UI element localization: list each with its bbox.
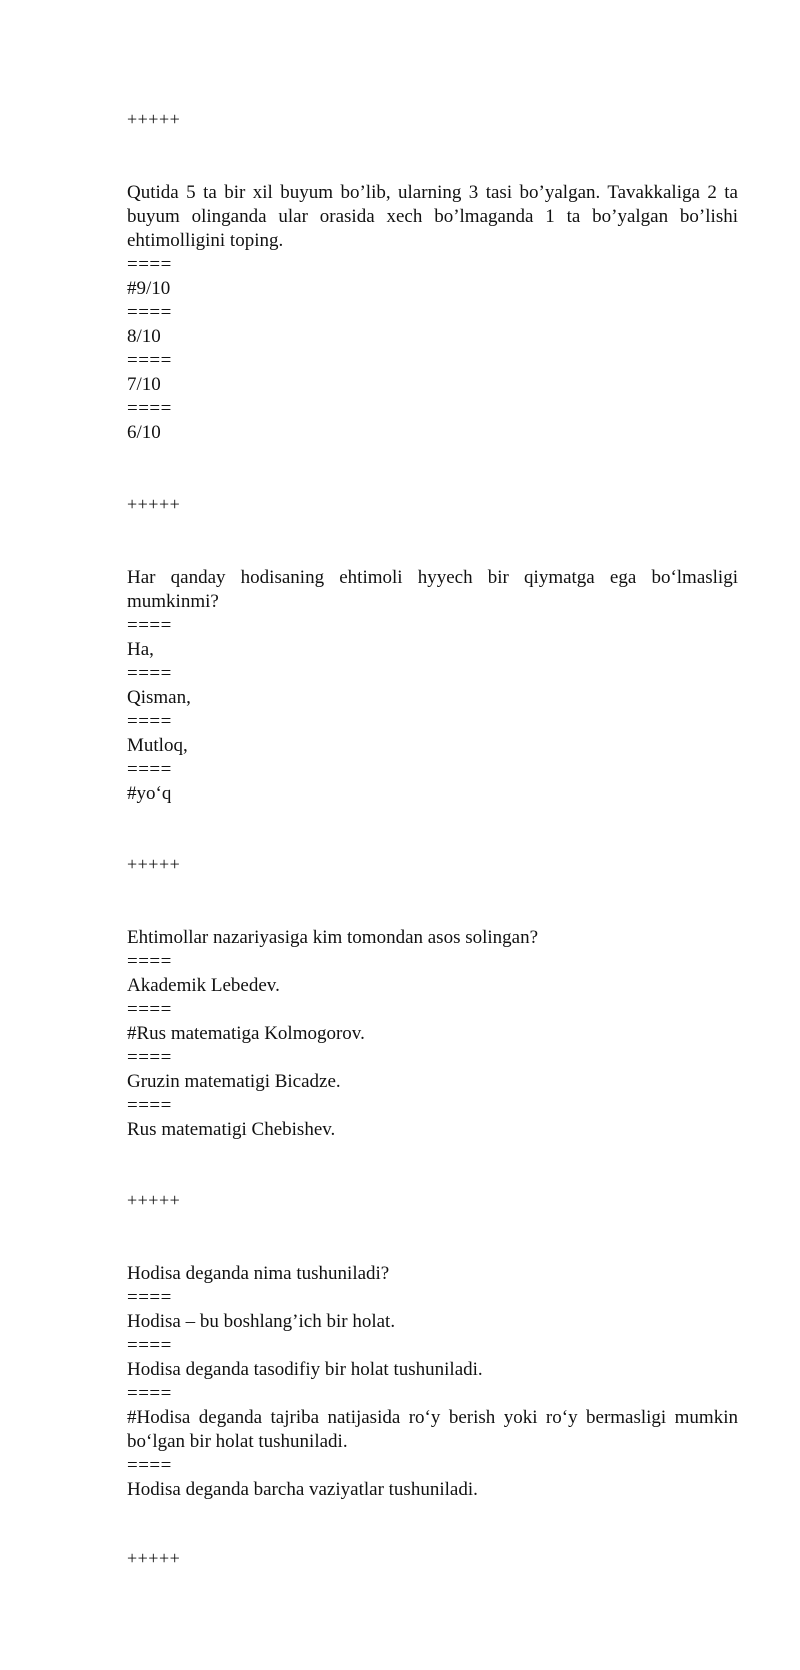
option-divider: ==== (127, 663, 172, 684)
option-divider: ==== (127, 350, 172, 371)
question-separator: +++++ (127, 109, 181, 129)
answer-option: #Hodisa deganda tajriba natijasida ro‘y berish yoki ro‘y bermasligi mumkin bo‘lgan bir holat tushuniladi. (127, 1407, 738, 1452)
answer-option: Qisman, (127, 687, 191, 708)
question-block-2 (127, 566, 738, 806)
option-divider: ==== (127, 1095, 172, 1116)
answer-option: #9/10 (127, 278, 171, 299)
option-divider: ==== (127, 615, 172, 636)
option-divider: ==== (127, 302, 172, 323)
option-divider: ==== (127, 711, 172, 732)
question-separator: +++++ (127, 1190, 181, 1210)
question-separator: +++++ (127, 854, 181, 874)
answer-option: Hodisa – bu boshlang’ich bir holat. (127, 1311, 396, 1332)
option-divider: ==== (127, 1455, 172, 1476)
question-block-1 (127, 181, 738, 445)
answer-option: Mutloq, (127, 735, 188, 756)
question-block-3 (127, 926, 738, 1142)
option-divider: ==== (127, 951, 172, 972)
answer-option: Gruzin matematigi Bicadze. (127, 1071, 341, 1092)
question-separator: +++++ (127, 1548, 181, 1568)
option-divider: ==== (127, 254, 172, 275)
answer-option: 8/10 (127, 326, 161, 347)
question-text: Hodisa deganda nima tushuniladi? (127, 1263, 390, 1284)
answer-option: 7/10 (127, 374, 161, 395)
option-divider: ==== (127, 1335, 172, 1356)
answer-option: Rus matematigi Chebishev. (127, 1119, 336, 1140)
answer-option: Ha, (127, 639, 154, 660)
answer-option: Akademik Lebedev. (127, 975, 280, 996)
answer-option: Hodisa deganda tasodifiy bir holat tushuniladi. (127, 1359, 483, 1380)
answer-option: #Rus matematiga Kolmogorov. (127, 1023, 365, 1044)
answer-option: Hodisa deganda barcha vaziyatlar tushuniladi. (127, 1479, 478, 1500)
answer-option: #yo‘q (127, 783, 172, 804)
option-divider: ==== (127, 759, 172, 780)
option-divider: ==== (127, 1047, 172, 1068)
question-separator: +++++ (127, 494, 181, 514)
question-text: Qutida 5 ta bir xil buyum bo’lib, ularning 3 tasi bo’yalgan. Tavakkaliga 2 ta buyum olinganda ular orasida xech bo’lmaganda 1 ta bo’yalgan bo’lishi ehtimolligini toping. (127, 182, 738, 251)
option-divider: ==== (127, 1287, 172, 1308)
question-block-4 (127, 1262, 738, 1502)
question-text: Har qanday hodisaning ehtimoli hyyech bir qiymatga ega bo‘lmasligi mumkinmi? (127, 567, 738, 612)
option-divider: ==== (127, 398, 172, 419)
option-divider: ==== (127, 999, 172, 1020)
answer-option: 6/10 (127, 422, 161, 443)
question-text: Ehtimollar nazariyasiga kim tomondan asos solingan? (127, 927, 539, 948)
option-divider: ==== (127, 1383, 172, 1404)
